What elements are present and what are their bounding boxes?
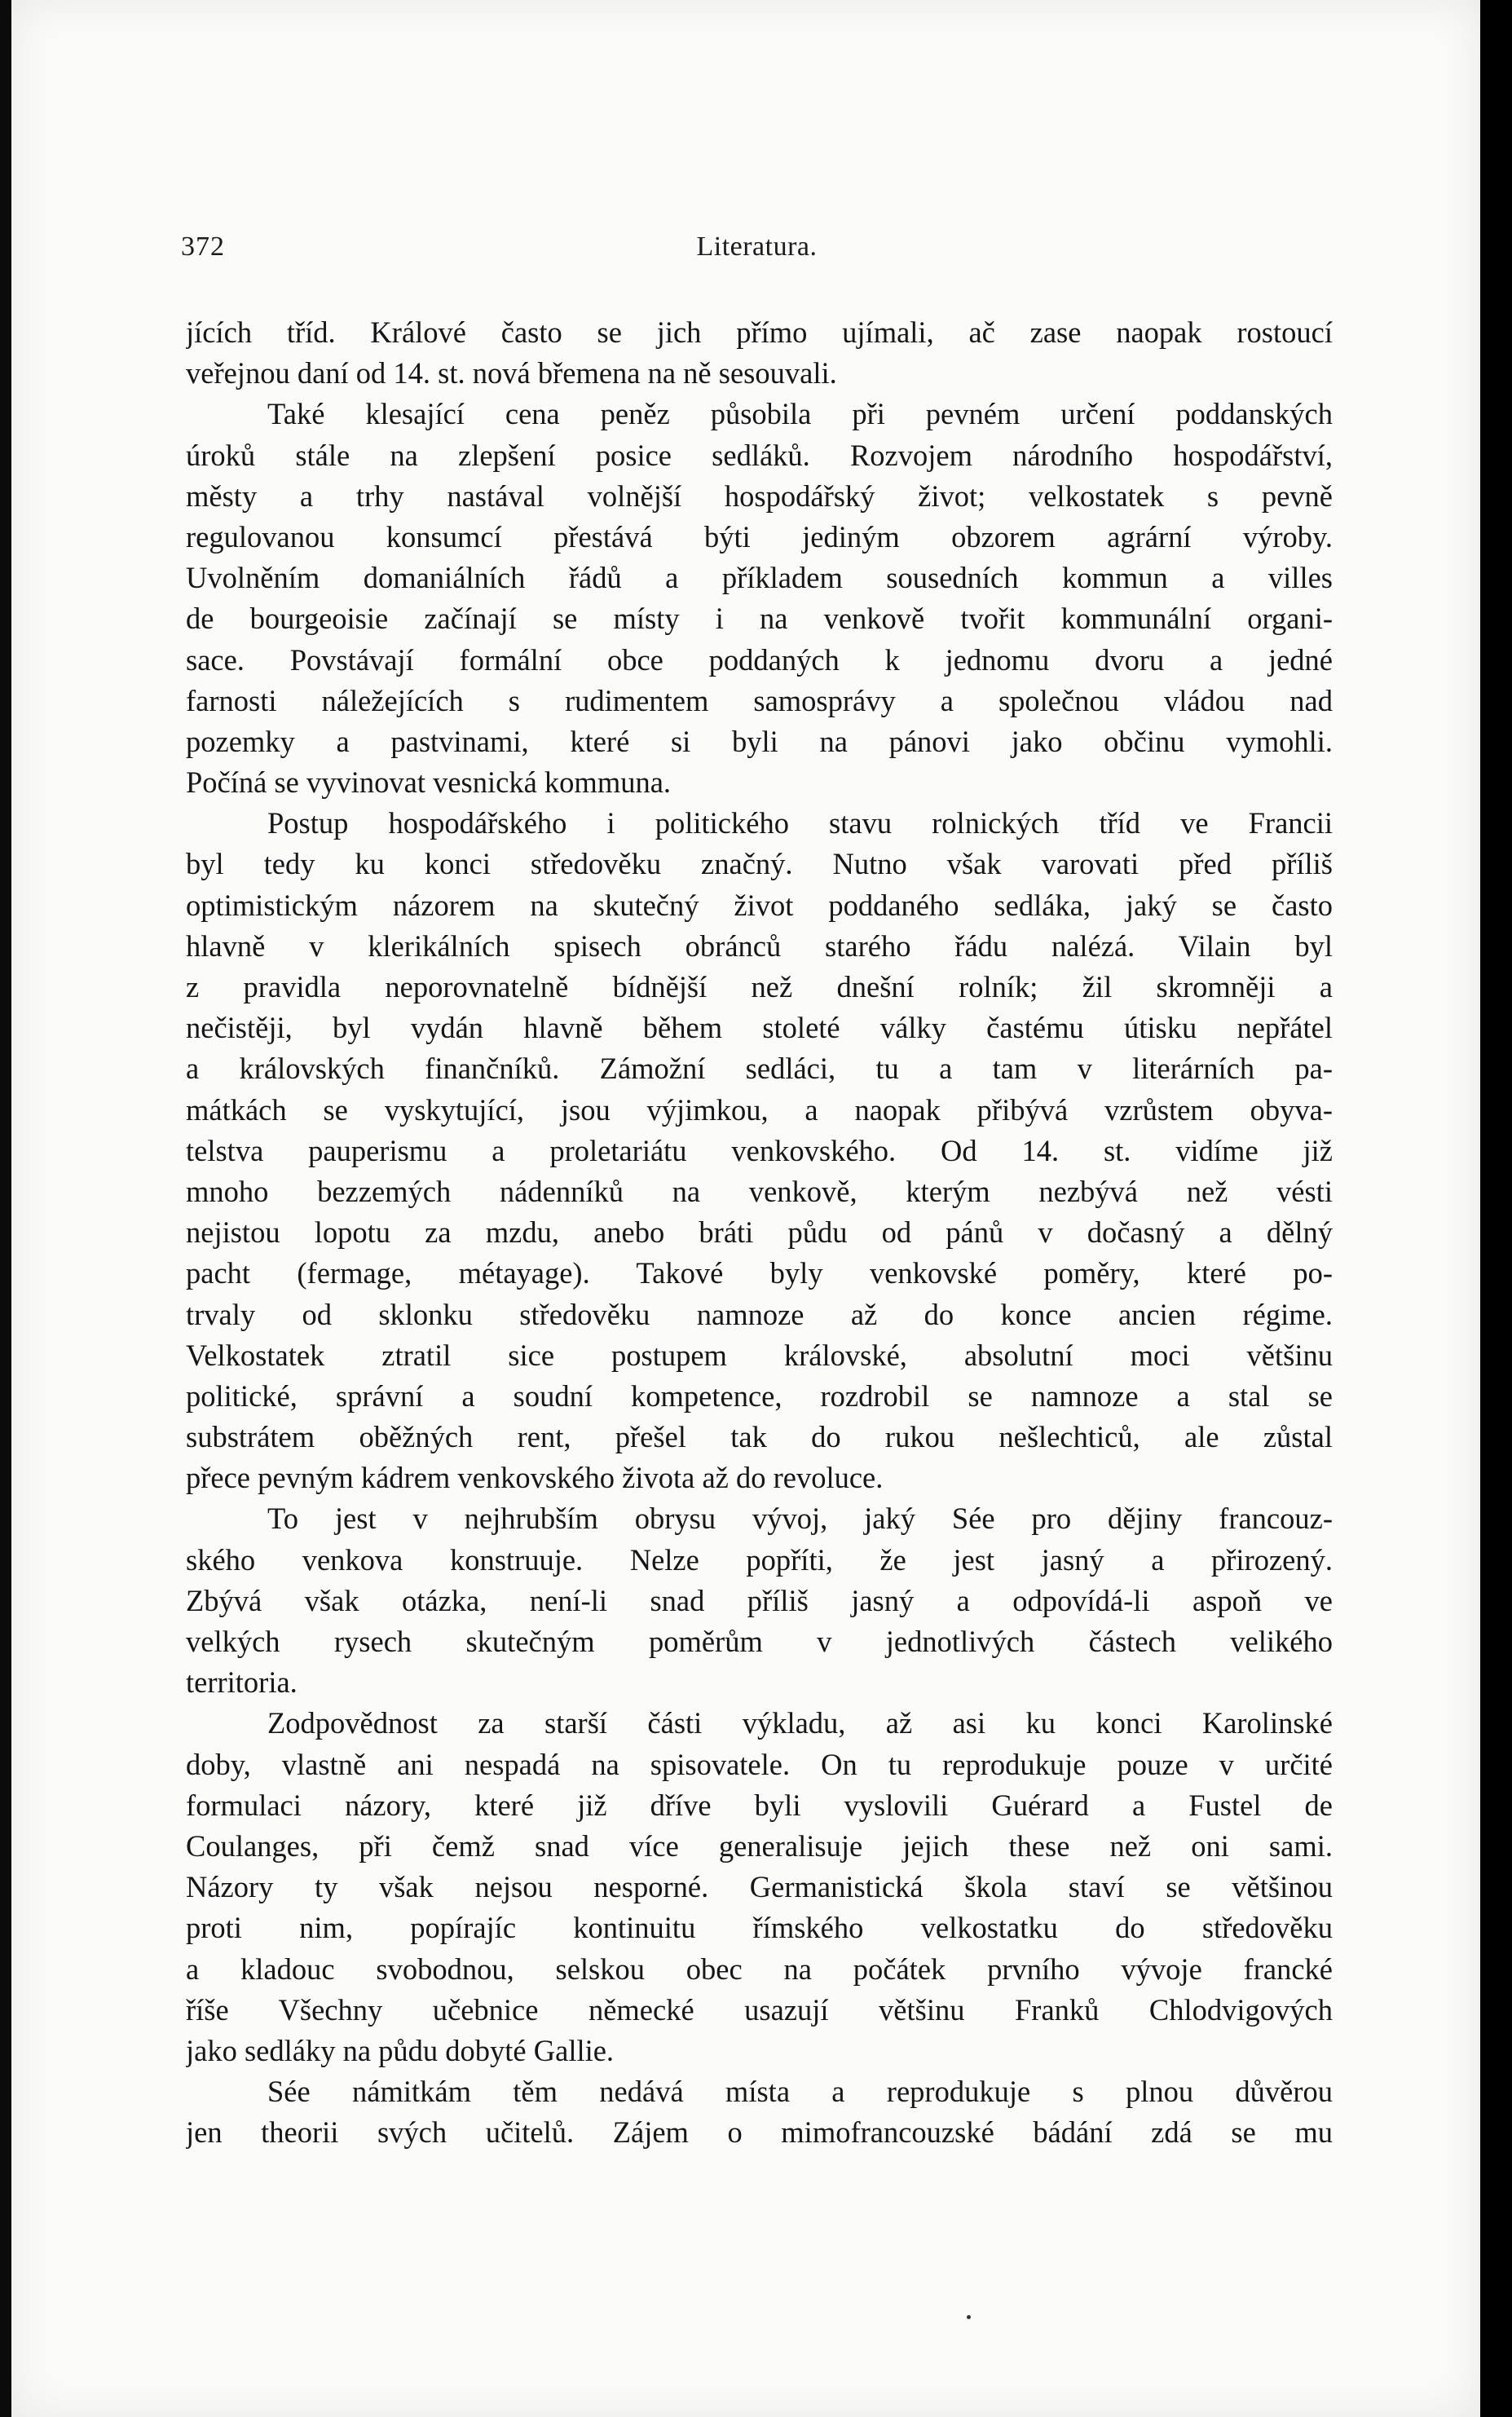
text-line: nečistěji, byl vydán hlavně během stoleté války častému útisku nepřátel [186,1011,1333,1045]
text-line: Zodpovědnost za starší části výkladu, až asi ku konci Karolinské [267,1706,1333,1740]
text-line: doby, vlastně ani nespadá na spisovatele. On tu reprodukuje pouze v určité [186,1747,1333,1781]
text-line: To jest v nejhrubším obrysu vývoj, jaký Sée pro dějiny francouz- [267,1502,1333,1536]
text-line: Počíná se vyvinovat vesnická kommuna. [186,765,672,800]
text-line: Coulanges, při čemž snad více generalisuje jejich these než oni sami. [186,1828,1333,1863]
text-line: telstva pauperismu a proletariátu venkovského. Od 14. st. vidíme již [186,1133,1333,1167]
text-line: jako sedláky na půdu dobyté Gallie. [186,2033,615,2067]
text-line: territoria. [186,1665,298,1700]
text-line: substrátem oběžných rent, přešel tak do rukou nešlechticů, ale zůstal [186,1420,1333,1454]
text-line: Postup hospodářského i politického stavu rolnických tříd ve Francii [267,806,1333,840]
text-line: optimistickým názorem na skutečný život poddaného sedláka, jaký se často [186,888,1333,922]
text-line: velkých rysech skutečným poměrům v jednotlivých částech velikého [186,1625,1333,1658]
text-line: říše Všechny učebnice německé usazují většinu Franků Chlodvigových [186,1992,1333,2027]
text-line: a královských finančníků. Zámožní sedláci, tu a tam v literárních pa- [186,1052,1333,1086]
page-number: 372 [181,232,225,262]
text-line: sace. Povstávají formální obce poddaných k jednomu dvoru a jedné [186,642,1333,677]
text-line: hlavně v klerikálních spisech obránců starého řádu nalézá. Vilain byl [186,928,1333,963]
ink-speck [967,2315,971,2319]
text-line: Velkostatek ztratil sice postupem královské, absolutní moci většinu [186,1338,1333,1372]
body-text [186,312,1333,2153]
text-line: proti nim, popírajíc kontinuitu římského velkostatku do středověku [186,1911,1333,1945]
text-line: de bourgeoisie začínají se místy i na venkově tvořit kommunální organi- [186,602,1333,636]
text-line: z pravidla neporovnatelně bídnější než dnešní rolník; žil skromněji a [186,970,1333,1003]
text-line: přece pevným kádrem venkovského života až do revoluce. [186,1461,884,1495]
scan-edge-left [0,0,11,2417]
text-line: mátkách se vyskytující, jsou výjimkou, a naopak přibývá vzrůstem obyva- [186,1092,1333,1127]
text-line: mnoho bezzemých nádenníků na venkově, kterým nezbývá než vésti [186,1174,1333,1208]
text-line: politické, správní a soudní kompetence, rozdrobil se namnoze a stal se [186,1378,1333,1413]
page-header [181,232,1333,271]
text-line: Také klesající cena peněz působila při pevném určení poddanských [267,397,1333,431]
text-line: farnosti náležejících s rudimentem samosprávy a společnou vládou nad [186,683,1333,717]
text-line: jících tříd. Králové často se jich přímo ujímali, ač zase naopak rostoucí [186,315,1333,349]
text-line: pacht (fermage, métayage). Takové byly venkovské poměry, které po- [186,1256,1333,1290]
text-line: městy a trhy nastával volnější hospodářský život; velkostatek s pevně [186,479,1333,513]
text-line: byl tedy ku konci středověku značný. Nutno však varovati před příliš [186,847,1333,881]
text-line: Uvolněním domaniálních řádů a příkladem sousedních kommun a villes [186,561,1333,595]
text-line: jen theorii svých učitelů. Zájem o mimofrancouzské bádání zdá se mu [186,2115,1333,2150]
text-line: Sée námitkám těm nedává místa a reprodukuje s plnou důvěrou [267,2075,1333,2109]
text-line: trvaly od sklonku středověku namnoze až do konce ancien régime. [186,1297,1333,1331]
text-line: pozemky a pastvinami, které si byli na pánovi jako občinu vymohli. [186,724,1333,758]
scan-edge-right [1480,0,1512,2417]
running-title: Literatura. [696,232,818,262]
text-line: úroků stále na zlepšení posice sedláků. Rozvojem národního hospodářství, [186,438,1333,472]
text-line: veřejnou daní od 14. st. nová břemena na ně sesouvali. [186,356,837,390]
text-line: regulovanou konsumcí přestává býti jediným obzorem agrární výroby. [186,519,1333,554]
text-line: Názory ty však nejsou nesporné. Germanistická škola staví se většinou [186,1870,1333,1904]
text-line: a kladouc svobodnou, selskou obec na počátek prvního vývoje francké [186,1952,1333,1986]
text-line: nejistou lopotu za mzdu, anebo bráti půdu od pánů v dočasný a dělný [186,1215,1333,1250]
text-line: Zbývá však otázka, není-li snad příliš jasný a odpovídá-li aspoň ve [186,1583,1333,1617]
text-line: ského venkova konstruuje. Nelze popříti, že jest jasný a přirozený. [186,1542,1333,1577]
text-line: formulaci názory, které již dříve byli vyslovili Guérard a Fustel de [186,1788,1333,1822]
